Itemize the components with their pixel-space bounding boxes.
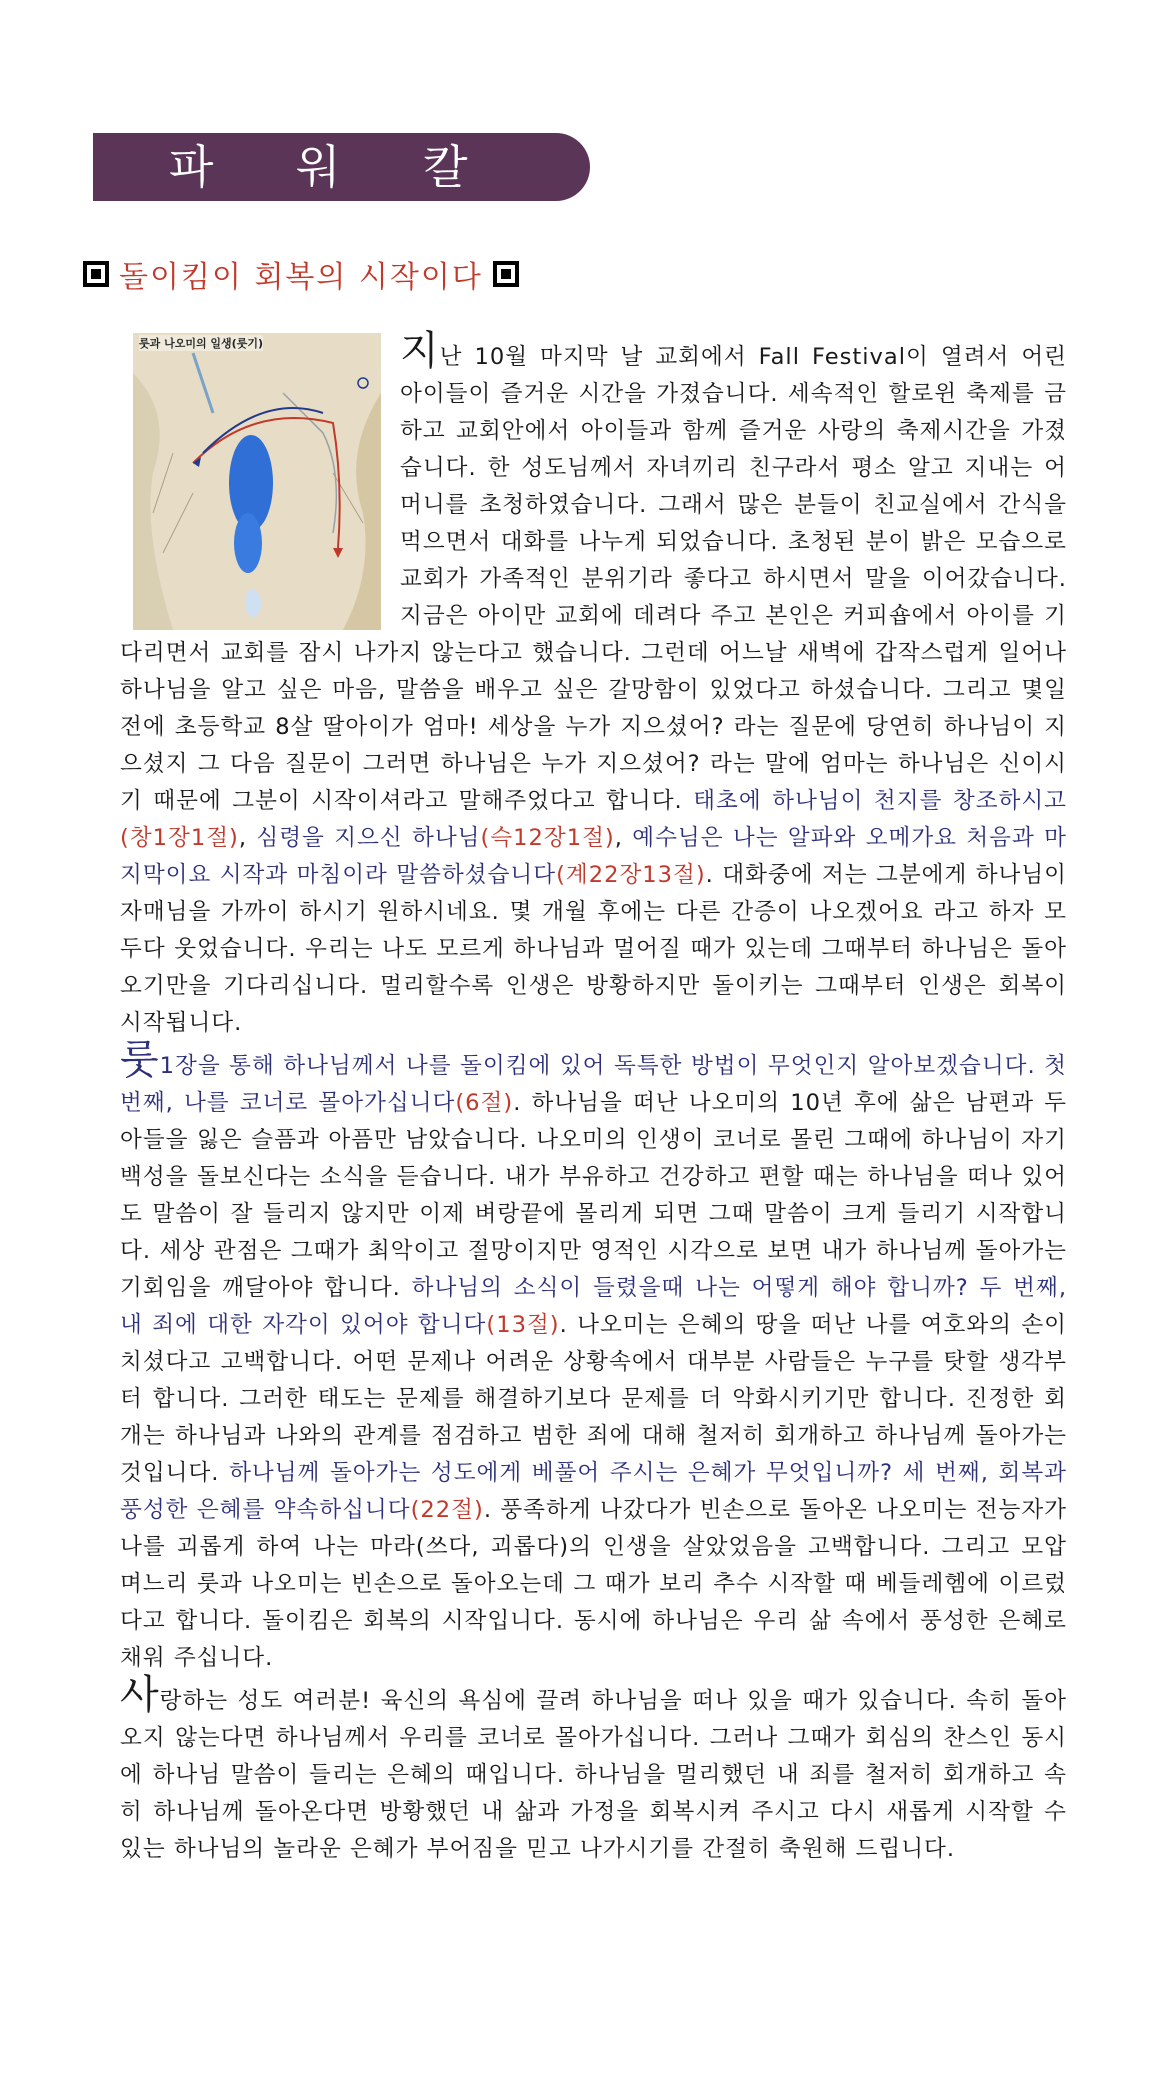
article-headline (83, 252, 519, 296)
emphasis-text: 하나님의 소식이 들렸을때 나는 어떻게 해야 합니까? 두 번째, 내 죄에 대한 자각이 있어야 합니다 (120, 1275, 1067, 1338)
text-run: . 대화중에 저는 그분에게 하나님이 자매님을 가까이 하시기 원하시네요. 몇 개월 후에는 다른 간증이 나오겠어요 라고 하자 모두다 웃었습니다. 우리는 나도 모르게 하나님과 멀어질 때가 있는데 그때부터 하나님은 돌아오기만을 기다리십니다. 멀리할수록 인생은 방황하지만 돌이키는 그때부터 인생은 회복이 시작됩니다. (120, 862, 1068, 1036)
text-run: , (614, 825, 633, 851)
map-float-spacer (120, 333, 400, 629)
column-banner: 파 워 칼 럼 (93, 133, 590, 201)
emphasis-text: 심령을 지으신 하나님 (256, 825, 481, 851)
paragraph-1 (120, 328, 1068, 1042)
paragraph-2 (120, 1037, 1068, 1677)
emphasis-text: 하나님께 돌아가는 성도에게 베풀어 주시는 은혜가 무엇입니까? 세 번째, 회복과 풍성한 은혜를 약속하십니다 (120, 1460, 1067, 1523)
text-run: . 풍족하게 나갔다가 빈손으로 돌아온 나오미는 전능자가 나를 괴롭게 하여 나는 마라(쓰다, 괴롭다)의 인생을 살았었음을 고백합니다. 그리고 모압 며느리 룻과 나오미는 빈손으로 돌아오는데 그 때가 보리 추수 시작할 때 베들레헴에 이르렀다고 합니다. 돌이킴은 회복의 시작입니다. 동시에 하나님은 우리 삶 속에서 풍성한 은혜로 채워 주십니다. (120, 1497, 1067, 1671)
emphasis-text: 태초에 하나님이 천지를 창조하시고 (693, 788, 1067, 814)
bible-reference: (22절) (410, 1497, 484, 1523)
map-title: 룻과 나오미의 일생(룻기) (139, 337, 263, 350)
emphasis-text: 예수님은 나는 알파와 오메가요 처음과 마지막이요 시작과 마침이라 말씀하셨습니다 (120, 825, 1067, 888)
drop-cap: 룻 (120, 1037, 160, 1083)
bible-reference: (6절) (455, 1090, 514, 1116)
text-run: . 하나님을 떠난 나오미의 10년 후에 삶은 남편과 두 아들을 잃은 슬픔과 아픔만 남았습니다. 나오미의 인생이 코너로 몰린 그때에 하나님이 자기 백성을 돌보신다는 소식을 듣습니다. 내가 부유하고 건강하고 편할 때는 하나님을 떠나 있어도 말씀이 잘 들리지 않지만 이제 벼랑끝에 몰리게 되면 그때 말씀이 크게 들리기 시작합니다. 세상 관점은 그때가 최악이고 절망이지만 영적인 시각으로 보면 내가 하나님께 돌아가는 기회임을 깨달아야 합니다. (120, 1090, 1067, 1301)
bible-reference: (창1장1절) (120, 825, 239, 851)
text-run: 난 10월 마지막 날 교회에서 Fall Festival이 열려서 어린 아이들이 즐거운 시간을 가졌습니다. 세속적인 할로윈 축제를 금하고 교회안에서 아이들과 함께 즐거운 사랑의 축제시간을 가졌습니다. 한 성도님께서 자녀끼리 친구라서 평소 알고 지내는 어머니를 초청하였습니다. 그래서 많은 분들이 친교실에서 간식을 먹으면서 대화를 나누게 되었습니다. 초청된 분이 밝은 모습으로 교회가 가족적인 분위기라 좋다고 하시면서 말을 이어갔습니다. 지금은 아이만 교회에 데려다 주고 본인은 커피숍에서 아이를 기다리면서 교회를 잠시 나가지 않는다고 했습니다. 그런데 어느날 새벽에 갑작스럽게 일어나 하나님을 알고 싶은 마음, 말씀을 배우고 싶은 갈망함이 있었다고 하셨습니다. 그리고 몇일 전에 초등학교 8살 딸아이가 엄마! 세상을 누가 지으셨어? 라는 질문에 당연히 하나님이 지으셨지 그 다음 질문이 그러면 하나님은 누가 지으셨어? 라는 말에 엄마는 하나님은 신이시기 때문에 그분이 시작이셔라고 말해주었다고 합니다. (120, 344, 1067, 814)
square-bullet-icon (83, 261, 109, 287)
article-body (120, 328, 1068, 1868)
emphasis-text: 1장을 통해 하나님께서 나를 돌이킴에 있어 독특한 방법이 무엇인지 알아보겠습니다. 첫 번째, 나를 코너로 몰아가십니다 (120, 1053, 1067, 1116)
square-bullet-icon (493, 261, 519, 287)
drop-cap: 지 (400, 328, 440, 374)
bible-reference: (13절) (486, 1312, 560, 1338)
text-run: . 나오미는 은혜의 땅을 떠난 나를 여호와의 손이 치셨다고 고백합니다. 어떤 문제나 어려운 상황속에서 대부분 사람들은 누구를 탓할 생각부터 합니다. 그러한 태도는 문제를 해결하기보다 문제를 더 악화시키기만 합니다. 진정한 회개는 하나님과 나와의 관계를 점검하고 범한 죄에 대해 철저히 회개하고 하나님께 돌아가는 것입니다. (120, 1312, 1068, 1486)
bible-reference: (슥12장1절) (480, 825, 615, 851)
drop-cap: 사 (120, 1672, 160, 1718)
bible-reference: (계22장13절) (556, 862, 706, 888)
headline-text: 돌이킴이 회복의 시작이다 (119, 260, 483, 295)
text-run: 랑하는 성도 여러분! 육신의 욕심에 끌려 하나님을 떠나 있을 때가 있습니다. 속히 돌아오지 않는다면 하나님께서 우리를 코너로 몰아가십니다. 그러나 그때가 회심의 찬스인 동시에 하나님 말씀이 들리는 은혜의 때입니다. 하나님을 멀리했던 내 죄를 철저히 회개하고 속히 하나님께 돌아온다면 방황했던 내 삶과 가정을 회복시켜 주시고 다시 새롭게 시작할 수 있는 하나님의 놀라운 은혜가 부어짐을 믿고 나가시기를 간절히 축원해 드립니다. (120, 1688, 1067, 1862)
text-run: , (238, 825, 257, 851)
paragraph-3 (120, 1672, 1067, 1868)
